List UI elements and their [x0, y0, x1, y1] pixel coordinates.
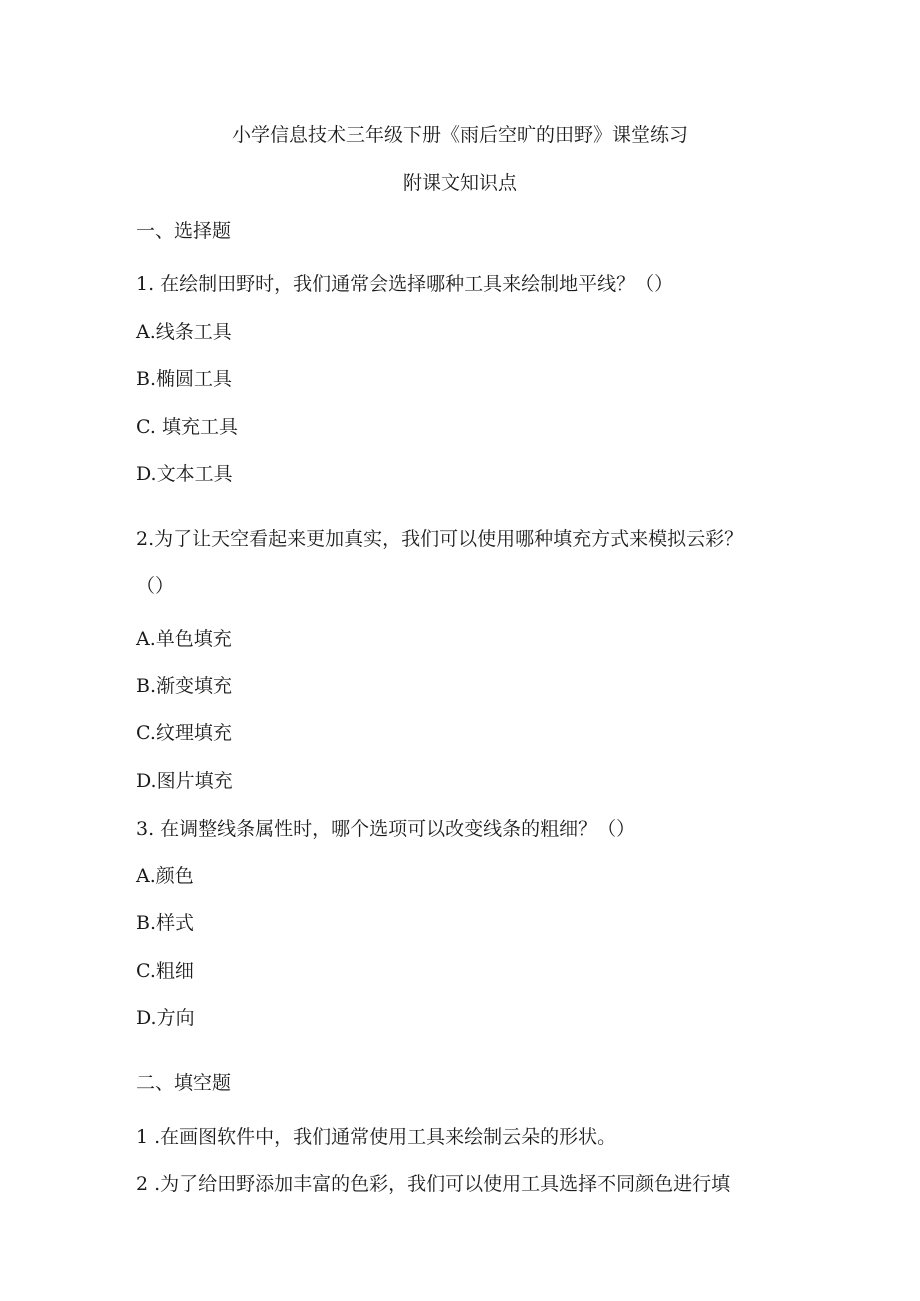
fill-blank-question-1: 1 .在画图软件中，我们通常使用工具来绘制云朵的形状。: [136, 1126, 617, 1148]
question-1-option-c: C. 填充工具: [136, 416, 238, 438]
question-3-option-a: A.颜色: [136, 865, 194, 887]
question-1: 1. 在绘制田野时，我们通常会选择哪种工具来绘制地平线？（）: [136, 273, 674, 295]
fill-blank-question-2: 2 .为了给田野添加丰富的色彩，我们可以使用工具选择不同颜色进行填: [136, 1173, 731, 1195]
question-1-option-d: D.文本工具: [136, 463, 233, 485]
question-2-option-a: A.单色填充: [136, 628, 232, 650]
section-heading-choice: 一、选择题: [136, 220, 232, 242]
question-3-option-c: C.粗细: [136, 960, 194, 982]
question-1-option-b: B.椭圆工具: [136, 368, 233, 390]
question-2: 2.为了让天空看起来更加真实，我们可以使用哪种填充方式来模拟云彩？: [136, 528, 744, 550]
question-2-continuation: （）: [136, 575, 175, 597]
question-2-option-d: D.图片填充: [136, 770, 233, 792]
question-3: 3. 在调整线条属性时，哪个选项可以改变线条的粗细？（）: [136, 818, 636, 840]
question-2-option-c: C.纹理填充: [136, 722, 232, 744]
question-1-option-a: A.线条工具: [136, 321, 232, 343]
document-subtitle: 附课文知识点: [402, 172, 517, 194]
question-3-option-d: D.方向: [136, 1007, 195, 1029]
document-title: 小学信息技术三年级下册《雨后空旷的田野》课堂练习: [231, 124, 688, 146]
question-3-option-b: B.样式: [136, 912, 195, 934]
section-heading-fill-blank: 二、填空题: [136, 1072, 232, 1094]
question-2-option-b: B.渐变填充: [136, 675, 233, 697]
